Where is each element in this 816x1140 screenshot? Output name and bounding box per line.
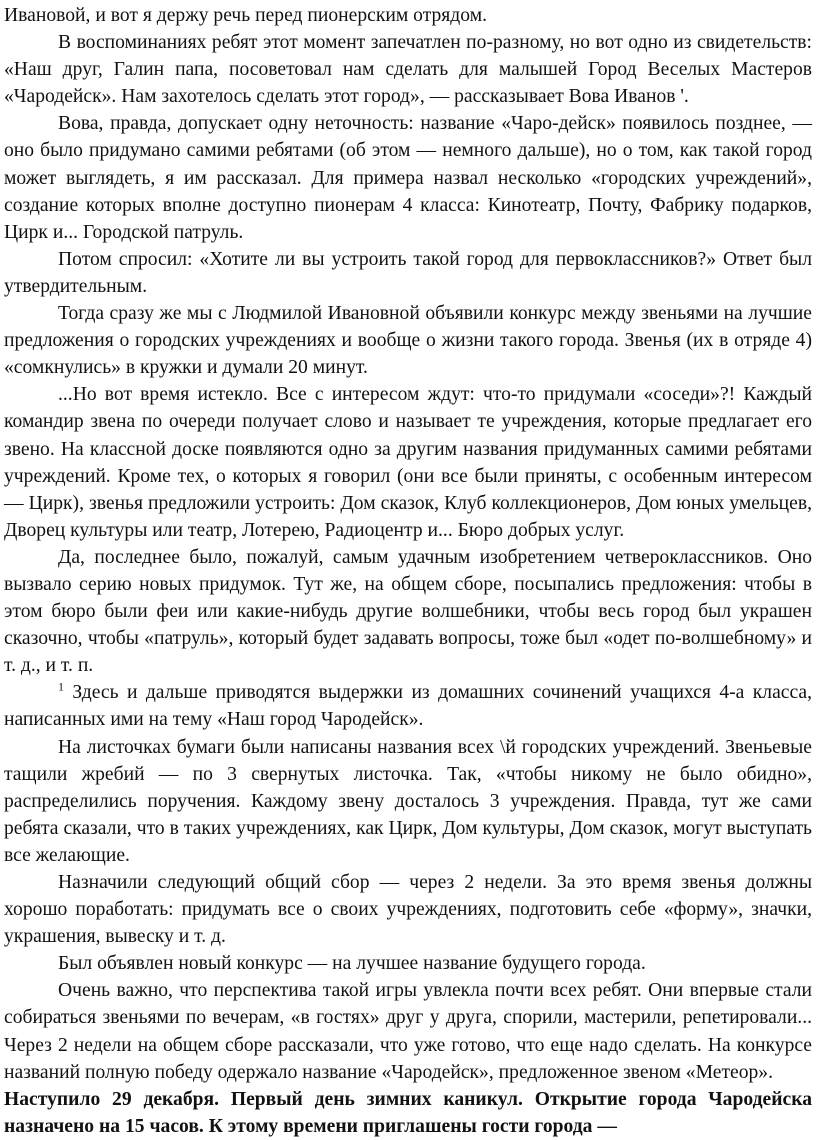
- paragraph-12: Наступило 29 декабря. Первый день зимних каникул. Открытие города Чародейска назначено на 15 часов. К этому времени приглашены гости города —: [4, 1088, 812, 1137]
- paragraph-3: Вова, правда, допускает одну неточность: название «Чаро-дейск» появилось позднее, — оно было придумано самими ребятами (об этом — немного дальше), но о том, как такой город может выглядеть, я им рассказал. Для примера назвал несколько «городских учреждений», создание которых вполне доступно пионерам 4 класса: Кинотеатр, Почту, Фабрику подарков, Цирк и... Городской патруль.: [4, 113, 812, 243]
- paragraph-1: Ивановой, и вот я держу речь перед пионерским отрядом.: [4, 5, 487, 26]
- paragraph-2: В воспоминаниях ребят этот момент запечатлен по-разному, но вот одно из свидетельств: «Наш друг, Галин папа, посоветовал нам сделать для малышей Город Веселых Мастеров «Чародейск». Нам захотелось сделать этот город», — рассказывает Вова Иванов '.: [4, 32, 812, 108]
- paragraph-11: Очень важно, что перспектива такой игры увлекла почти всех ребят. Они впервые стали собираться звеньями по вечерам, «в гостях» друг у друга, спорили, мастерили, репетировали... Через 2 недели на общем сборе рассказали, что уже готово, что еще надо сделать. На конкурсе названий полную победу одержало название «Чародейск», предложенное звеном «Метеор».: [4, 980, 812, 1083]
- paragraph-4: Потом спросил: «Хотите ли вы устроить такой город для первоклассников?» Ответ был утвердительным.: [4, 248, 812, 297]
- paragraph-6: ...Но вот время истекло. Все с интересом ждут: что-то придумали «соседи»?! Каждый командир звена по очереди получает слово и называет те учреждения, которые предлагает его звено. На классной доске появляются одно за другим названия придуманных самими ребятами учреждений. Кроме тех, о которых я говорил (они все были приняты, с особенным интересом — Цирк), звенья предложили устроить: Дом сказок, Клуб коллекционеров, Дом юных умельцев, Дворец культуры или театр, Лотерею, Радиоцентр и... Бюро добрых услуг.: [4, 384, 812, 541]
- footnote: [4, 679, 812, 733]
- paragraph-8: На листочках бумаги были написаны названия всех \й городских учреждений. Звеньевые тащили жребий — по 3 свернутых листочка. Так, «чтобы никому не было обидно», распределились поручения. Каждому звену досталось 3 учреждения. Правда, тут же сами ребята сказали, что в таких учреждениях, как Цирк, Дом культуры, Дом сказок, могут выступать все желающие.: [4, 736, 812, 866]
- footnote-marker: 1: [58, 679, 64, 694]
- footnote-text: Здесь и дальше приводятся выдержки из домашних сочинений учащихся 4-а класса, написанных ими на тему «Наш город Чародейск».: [4, 682, 812, 731]
- paragraph-7: Да, последнее было, пожалуй, самым удачным изобретением четвероклассников. Оно вызвало серию новых придумок. Тут же, на общем сборе, посыпались предложения: чтобы в этом бюро были феи или какие-нибудь другие волшебники, чтобы весь город был украшен сказочно, чтобы «патруль», который будет задавать вопросы, тоже был «одет по-волшебному» и т. д., и т. п.: [4, 546, 812, 677]
- paragraph-9: Назначили следующий общий сбор — через 2 недели. За это время звенья должны хорошо поработать: придумать все о своих учреждениях, подготовить себе «форму», значки, украшения, вывеску и т. д.: [4, 872, 812, 948]
- paragraph-10: Был объявлен новый конкурс — на лучшее название будущего города.: [58, 953, 646, 975]
- paragraph-5: Тогда сразу же мы с Людмилой Ивановной объявили конкурс между звеньями на лучшие предложения о городских учреждениях и вообще о жизни такого города. Звенья (их в отряде 4) «сомкнулись» в кружки и думали 20 минут.: [4, 303, 812, 379]
